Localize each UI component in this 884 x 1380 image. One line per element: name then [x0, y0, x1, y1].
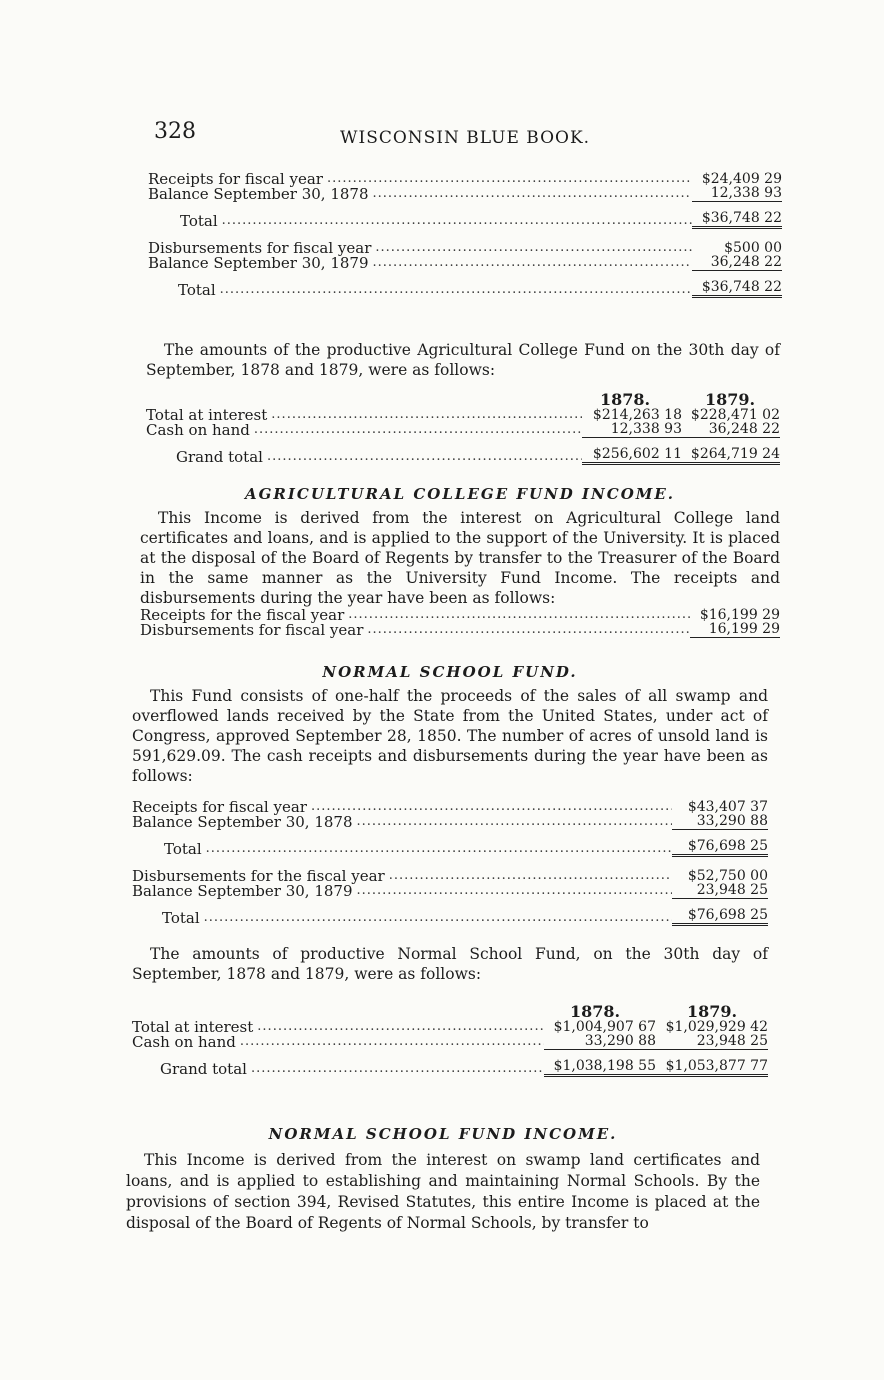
- row-label: Total: [162, 909, 200, 927]
- leader-dots: [250, 422, 582, 438]
- row-amount: 36,248 22: [692, 254, 782, 271]
- running-title: WISCONSIN BLUE BOOK.: [340, 128, 591, 148]
- value-1878: $214,263 18: [592, 407, 682, 423]
- university-income-statement: [148, 172, 782, 298]
- leader-dots: [253, 1019, 544, 1035]
- section-heading: AGRICULTURAL COLLEGE FUND INCOME.: [244, 485, 676, 503]
- row-amount: $36,748 22: [692, 210, 782, 229]
- leader-dots: [236, 1034, 544, 1050]
- ledger-row: [148, 187, 782, 202]
- ledger-row: [132, 884, 768, 899]
- section-heading: NORMAL SCHOOL FUND.: [322, 663, 578, 681]
- ledger-row: [132, 815, 768, 830]
- row-label: Balance September 30, 1878: [148, 185, 369, 203]
- value-1879: $1,053,877 77: [656, 1058, 768, 1077]
- normal-fund-ledger: [132, 800, 768, 926]
- row-label: Total: [178, 281, 216, 299]
- leader-dots: [200, 910, 672, 926]
- year-1879: 1879.: [704, 390, 756, 409]
- value-1878: 33,290 88: [544, 1033, 656, 1050]
- section-heading: NORMAL SCHOOL FUND INCOME.: [268, 1125, 618, 1143]
- leader-dots: [307, 799, 672, 815]
- year-1878: 1878.: [599, 390, 651, 409]
- leader-dots: [263, 449, 582, 465]
- leader-dots: [216, 282, 692, 298]
- ledger-total-row: [132, 907, 768, 927]
- row-label: Receipts for fiscal year: [132, 798, 307, 816]
- row-label: Total at interest: [146, 406, 268, 424]
- paragraph: This Fund consists of one-half the proceeds of the sales of all swamp and overflowed lands received by the State from the United States, under act of Congress, approved September 28, 1850. The number of acres of unsold land is 591,629.09. The cash receipts and disbursements during the year have been as follows:: [132, 687, 768, 785]
- ledger-total-row: [148, 279, 782, 299]
- row-amount: 33,290 88: [672, 813, 768, 830]
- row-label: Balance September 30, 1879: [148, 254, 369, 272]
- row-label: Grand total: [160, 1060, 247, 1078]
- leader-dots: [344, 607, 690, 623]
- ag-income-section: [140, 486, 780, 638]
- ledger-total-row: [132, 838, 768, 858]
- value-1878: $1,004,907 67: [553, 1019, 656, 1035]
- row-label: Disbursements for the fiscal year: [132, 867, 385, 885]
- row-label: Balance September 30, 1879: [132, 882, 353, 900]
- normal-fund-section: [132, 664, 768, 1077]
- row-label: Total: [180, 212, 218, 230]
- value-1879: $264,719 24: [682, 446, 780, 465]
- paragraph: The amounts of productive Normal School Fund, on the 30th day of September, 1878 and 1879, were as follows:: [132, 945, 768, 983]
- leader-dots: [323, 171, 692, 187]
- normal-income-section: [126, 1126, 760, 1234]
- leader-dots: [369, 255, 692, 271]
- leader-dots: [247, 1061, 544, 1077]
- row-amount: $76,698 25: [672, 907, 768, 926]
- leader-dots: [369, 186, 692, 202]
- row-label: Total at interest: [132, 1018, 254, 1036]
- row-label: Cash on hand: [146, 421, 250, 439]
- value-1879: $228,471 02: [690, 407, 780, 423]
- ledger-total-row: [146, 446, 780, 466]
- year-1879: 1879.: [686, 1002, 738, 1021]
- ledger-row: [140, 623, 780, 638]
- page-number: 328: [154, 119, 196, 144]
- row-label: Balance September 30, 1878: [132, 813, 353, 831]
- value-1879: 36,248 22: [682, 421, 780, 438]
- paragraph: This Income is derived from the interest on swamp land certificates and loans, and is applied to establishing and maintaining Normal Schools. By the provisions of section 394, Revised Statutes, this entire Income is placed at the disposal of the Board of Regents of Normal Schools, by transfer to: [126, 1151, 760, 1232]
- row-label: Disbursements for fiscal year: [140, 621, 364, 639]
- row-label: Total: [164, 840, 202, 858]
- row-amount: 23,948 25: [672, 882, 768, 899]
- row-amount: $76,698 25: [672, 838, 768, 857]
- paragraph: This Income is derived from the interest on Agricultural College land certificates and loans, and is applied to the support of the University. It is placed at the disposal of the Board of Regents by transfer to the Treasurer of the Board in the same manner as the University Fund Income. The receipts and disbursements during the year have been as follows:: [140, 509, 780, 607]
- ledger-row: [132, 1035, 768, 1050]
- row-label: Receipts for fiscal year: [148, 170, 323, 188]
- leader-dots: [353, 883, 672, 899]
- row-amount: $52,750 00: [687, 868, 768, 884]
- leader-dots: [202, 841, 672, 857]
- row-amount: $24,409 29: [701, 171, 782, 187]
- leader-dots: [218, 213, 692, 229]
- leader-dots: [267, 407, 582, 423]
- row-label: Grand total: [176, 448, 263, 466]
- ledger-total-row: [148, 210, 782, 230]
- ledger-total-row: [132, 1058, 768, 1078]
- value-1879: $1,029,929 42: [665, 1019, 768, 1035]
- row-amount: 16,199 29: [690, 621, 780, 638]
- leader-dots: [385, 868, 672, 884]
- value-1878: $256,602 11: [582, 446, 682, 465]
- leader-dots: [353, 814, 672, 830]
- value-1878: $1,038,198 55: [544, 1058, 656, 1077]
- leader-dots: [371, 240, 692, 256]
- row-label: Disbursements for fiscal year: [148, 239, 372, 257]
- row-amount: $36,748 22: [692, 279, 782, 298]
- row-amount: $43,407 37: [687, 799, 768, 815]
- value-1879: 23,948 25: [656, 1033, 768, 1050]
- row-amount: $16,199 29: [699, 607, 780, 623]
- row-amount: 12,338 93: [692, 185, 782, 202]
- paragraph: The amounts of the productive Agricultural College Fund on the 30th day of September, 1878 and 1879, were as follows:: [146, 341, 780, 379]
- page-header: [150, 119, 780, 152]
- row-label: Receipts for the fiscal year: [140, 606, 345, 624]
- leader-dots: [363, 622, 690, 638]
- year-1878: 1878.: [569, 1002, 621, 1021]
- ledger-row: [146, 423, 780, 438]
- row-label: Cash on hand: [132, 1033, 236, 1051]
- value-1878: 12,338 93: [582, 421, 682, 438]
- ag-fund-amounts: [146, 340, 780, 465]
- ledger-row: [148, 256, 782, 271]
- row-amount: $500 00: [724, 240, 782, 256]
